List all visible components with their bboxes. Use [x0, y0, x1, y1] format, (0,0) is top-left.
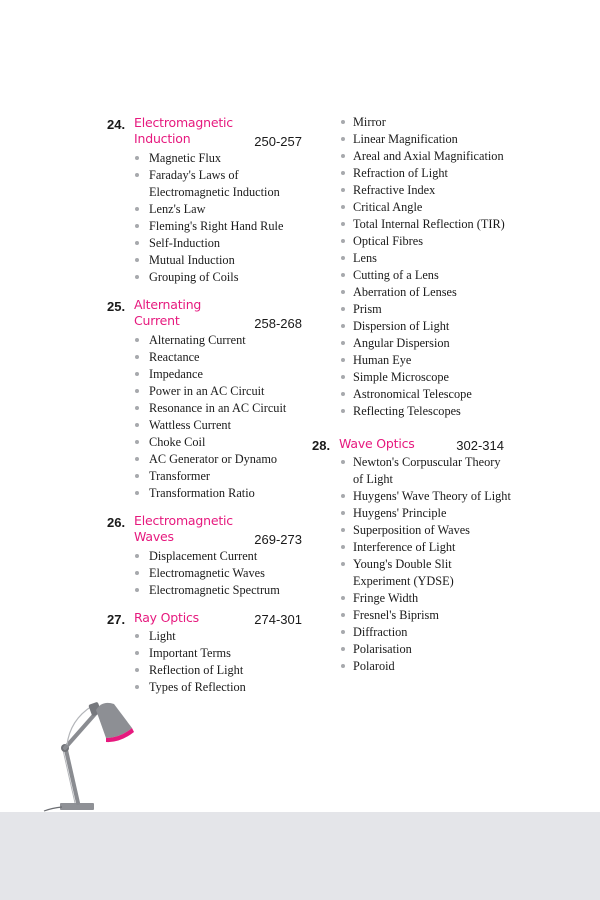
topic-item[interactable] — [312, 607, 512, 624]
bullet-icon — [341, 137, 345, 141]
bullet-icon — [341, 562, 345, 566]
chapter-title: Alternating Current — [134, 297, 202, 328]
topic-item[interactable] — [107, 383, 302, 400]
chapter-pages: 258-268 — [254, 316, 302, 331]
topic-item[interactable] — [107, 485, 302, 502]
topic-label: Mirror — [353, 115, 386, 129]
chapter-27 — [107, 609, 302, 696]
bullet-icon — [135, 338, 139, 342]
bullet-icon — [341, 630, 345, 634]
topic-item[interactable] — [312, 403, 512, 420]
topic-label: Young's Double Slit Experiment (YDSE) — [353, 557, 454, 588]
topic-label: Huygens' Principle — [353, 506, 447, 520]
chapter-pages: 302-314 — [456, 438, 504, 453]
topic-label: Human Eye — [353, 353, 412, 367]
topic-label: Optical Fibres — [353, 234, 424, 248]
topic-item[interactable] — [312, 318, 512, 335]
topic-label: Huygens' Wave Theory of Light — [353, 489, 511, 503]
topic-item[interactable] — [312, 148, 512, 165]
topic-label: Power in an AC Circuit — [149, 384, 265, 398]
bullet-icon — [135, 355, 139, 359]
bullet-icon — [135, 423, 139, 427]
topic-label: Transformation Ratio — [149, 486, 255, 500]
topic-item[interactable] — [107, 565, 302, 582]
chapter-pages: 269-273 — [254, 532, 302, 547]
topic-label: Diffraction — [353, 625, 408, 639]
bullet-icon — [341, 511, 345, 515]
chapter-28 — [312, 435, 512, 675]
lamp-cord — [44, 807, 62, 811]
topic-label: Resonance in an AC Circuit — [149, 401, 287, 415]
topic-label: Impedance — [149, 367, 203, 381]
topic-label: Lenz's Law — [149, 202, 206, 216]
topic-label: Aberration of Lenses — [353, 285, 457, 299]
topic-label: Transformer — [149, 469, 211, 483]
bullet-icon — [135, 173, 139, 177]
bullet-icon — [341, 392, 345, 396]
bullet-icon — [135, 241, 139, 245]
topic-label: Newton's Corpuscular Theory of Light — [353, 455, 501, 486]
topic-item[interactable] — [312, 301, 512, 318]
topic-item[interactable] — [312, 369, 512, 386]
topic-label: Mutual Induction — [149, 253, 235, 267]
topic-item[interactable] — [312, 216, 512, 233]
left-column — [107, 114, 302, 706]
topic-label: Refractive Index — [353, 183, 436, 197]
bullet-icon — [135, 207, 139, 211]
chapter-pages: 274-301 — [254, 612, 302, 627]
topic-label: Faraday's Laws of Electromagnetic Induction — [149, 168, 280, 199]
topic-item[interactable] — [107, 218, 302, 235]
bullet-icon — [135, 491, 139, 495]
chapter-number: 26. — [107, 515, 126, 530]
bullet-icon — [341, 341, 345, 345]
topic-item[interactable] — [312, 624, 512, 641]
bullet-icon — [341, 239, 345, 243]
bullet-icon — [135, 156, 139, 160]
bullet-icon — [341, 545, 345, 549]
topic-item[interactable] — [312, 335, 512, 352]
chapter-27-heading[interactable] — [107, 609, 302, 628]
chapter-number: 27. — [107, 612, 126, 627]
topic-item[interactable] — [312, 641, 512, 658]
topic-list — [107, 548, 302, 599]
chapter-number: 25. — [107, 299, 126, 314]
lamp-upper-arm — [65, 714, 95, 748]
topic-item[interactable] — [107, 468, 302, 485]
topic-label: Displacement Current — [149, 549, 258, 563]
topic-item[interactable] — [312, 658, 512, 675]
topic-label: Grouping of Coils — [149, 270, 239, 284]
topic-label: Dispersion of Light — [353, 319, 450, 333]
bullet-icon — [341, 596, 345, 600]
chapter-title: Electromagnetic Induction — [134, 115, 233, 146]
topic-item[interactable] — [107, 235, 302, 252]
topic-label: Linear Magnification — [353, 132, 458, 146]
bullet-icon — [135, 224, 139, 228]
chapter-26-heading[interactable] — [107, 512, 302, 548]
topic-item[interactable] — [312, 182, 512, 199]
bullet-icon — [135, 554, 139, 558]
topic-label: Wattless Current — [149, 418, 231, 432]
bullet-icon — [135, 668, 139, 672]
topic-item[interactable] — [312, 131, 512, 148]
topic-list — [107, 150, 302, 286]
lamp-lower-arm — [66, 750, 78, 803]
topic-item[interactable] — [312, 199, 512, 216]
bullet-icon — [341, 494, 345, 498]
bullet-icon — [341, 205, 345, 209]
bullet-icon — [135, 634, 139, 638]
bullet-icon — [135, 685, 139, 689]
bullet-icon — [135, 372, 139, 376]
chapter-number: 24. — [107, 117, 126, 132]
topic-item[interactable] — [312, 250, 512, 267]
bullet-icon — [135, 389, 139, 393]
topic-label: Interference of Light — [353, 540, 456, 554]
topic-item[interactable] — [107, 628, 302, 645]
bullet-icon — [341, 307, 345, 311]
topic-item[interactable] — [107, 201, 302, 218]
continued-topic-list — [312, 114, 512, 420]
topic-item[interactable] — [107, 451, 302, 468]
topic-label: Areal and Axial Magnification — [353, 149, 504, 163]
topic-item[interactable] — [107, 582, 302, 599]
bullet-icon — [341, 171, 345, 175]
topic-item[interactable] — [312, 352, 512, 369]
topic-label: Self-Induction — [149, 236, 221, 250]
topic-label: Fleming's Right Hand Rule — [149, 219, 284, 233]
topic-label: Polarisation — [353, 642, 412, 656]
bullet-icon — [135, 406, 139, 410]
bullet-icon — [341, 154, 345, 158]
chapter-title: Electromagnetic Waves — [134, 513, 233, 544]
topic-item[interactable] — [107, 167, 302, 201]
bullet-icon — [341, 188, 345, 192]
topic-item[interactable] — [107, 150, 302, 167]
chapter-pages: 250-257 — [254, 134, 302, 149]
topic-label: Choke Coil — [149, 435, 206, 449]
topic-label: Important Terms — [149, 646, 231, 660]
bullet-icon — [341, 324, 345, 328]
topic-item[interactable] — [107, 548, 302, 565]
topic-label: Superposition of Waves — [353, 523, 470, 537]
topic-label: Fringe Width — [353, 591, 419, 605]
topic-item[interactable] — [107, 662, 302, 679]
bullet-icon — [135, 457, 139, 461]
topic-item[interactable] — [312, 590, 512, 607]
topic-label: Alternating Current — [149, 333, 246, 347]
topic-item[interactable] — [107, 252, 302, 269]
chapter-24 — [107, 114, 302, 286]
bullet-icon — [341, 358, 345, 362]
chapter-title: Ray Optics — [134, 610, 199, 625]
bullet-icon — [341, 120, 345, 124]
topic-label: Reactance — [149, 350, 200, 364]
bullet-icon — [341, 273, 345, 277]
bullet-icon — [341, 664, 345, 668]
topic-list — [107, 332, 302, 502]
footer-band — [0, 812, 600, 900]
topic-item[interactable] — [107, 400, 302, 417]
topic-label: Critical Angle — [353, 200, 423, 214]
topic-item[interactable] — [312, 556, 512, 590]
topic-label: Lens — [353, 251, 377, 265]
topic-label: Prism — [353, 302, 382, 316]
desk-lamp-icon — [40, 690, 140, 814]
bullet-icon — [341, 613, 345, 617]
topic-list — [312, 454, 512, 675]
bullet-icon — [341, 290, 345, 294]
bullet-icon — [135, 440, 139, 444]
topic-item[interactable] — [312, 505, 512, 522]
topic-item[interactable] — [312, 267, 512, 284]
bullet-icon — [341, 528, 345, 532]
bullet-icon — [135, 258, 139, 262]
chapter-number: 28. — [312, 438, 331, 453]
topic-item[interactable] — [312, 539, 512, 556]
topic-label: Simple Microscope — [353, 370, 449, 384]
topic-item[interactable] — [312, 233, 512, 250]
bullet-icon — [135, 571, 139, 575]
topic-label: Angular Dispersion — [353, 336, 450, 350]
topic-label: Reflecting Telescopes — [353, 404, 461, 418]
bullet-icon — [135, 474, 139, 478]
topic-label: Total Internal Reflection (TIR) — [353, 217, 505, 231]
topic-label: Electromagnetic Spectrum — [149, 583, 280, 597]
topic-item[interactable] — [312, 454, 512, 488]
topic-label: Reflection of Light — [149, 663, 244, 677]
topic-label: AC Generator or Dynamo — [149, 452, 278, 466]
topic-label: Refraction of Light — [353, 166, 448, 180]
topic-item[interactable] — [312, 522, 512, 539]
topic-label: Astronomical Telescope — [353, 387, 472, 401]
topic-item[interactable] — [107, 645, 302, 662]
right-column — [312, 114, 512, 685]
topic-item[interactable] — [312, 114, 512, 131]
topic-label: Types of Reflection — [149, 680, 246, 694]
topic-label: Polaroid — [353, 659, 395, 673]
bullet-icon — [341, 222, 345, 226]
chapter-25 — [107, 296, 302, 502]
bullet-icon — [341, 375, 345, 379]
topic-label: Light — [149, 629, 176, 643]
topic-item[interactable] — [107, 434, 302, 451]
topic-item[interactable] — [107, 349, 302, 366]
topic-item[interactable] — [107, 417, 302, 434]
topic-list — [107, 628, 302, 696]
bullet-icon — [135, 275, 139, 279]
chapter-24-heading[interactable] — [107, 114, 302, 150]
bullet-icon — [135, 588, 139, 592]
bullet-icon — [341, 647, 345, 651]
topic-label: Cutting of a Lens — [353, 268, 439, 282]
topic-item[interactable] — [107, 332, 302, 349]
topic-label: Magnetic Flux — [149, 151, 222, 165]
topic-item[interactable] — [107, 366, 302, 383]
chapter-28-heading[interactable] — [312, 435, 512, 454]
topic-item[interactable] — [312, 488, 512, 505]
topic-label: Electromagnetic Waves — [149, 566, 265, 580]
topic-item[interactable] — [312, 165, 512, 182]
bullet-icon — [341, 409, 345, 413]
topic-item[interactable] — [107, 269, 302, 286]
topic-label: Fresnel's Biprism — [353, 608, 439, 622]
chapter-26 — [107, 512, 302, 599]
chapter-25-heading[interactable] — [107, 296, 302, 332]
bullet-icon — [341, 460, 345, 464]
bullet-icon — [341, 256, 345, 260]
chapter-title: Wave Optics — [339, 436, 415, 451]
bullet-icon — [135, 651, 139, 655]
topic-item[interactable] — [312, 284, 512, 301]
topic-item[interactable] — [312, 386, 512, 403]
